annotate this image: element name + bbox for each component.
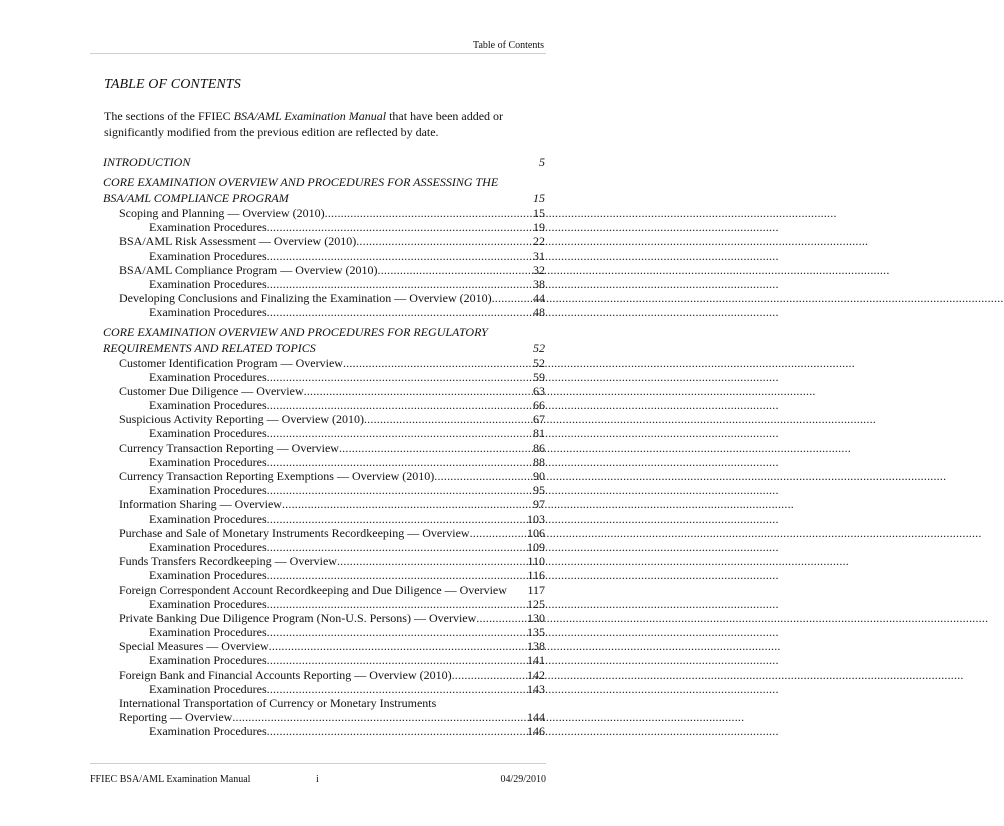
toc-dot-leader xyxy=(492,291,532,305)
toc-dot-leader xyxy=(267,483,532,497)
toc-entry[interactable] xyxy=(103,263,545,277)
toc-entry-title: Special Measures — Overview xyxy=(119,639,269,654)
toc-page-number: 5 xyxy=(539,155,545,169)
toc-page-number: 22 xyxy=(533,234,545,249)
toc-dot-leader xyxy=(232,710,526,724)
page-title: TABLE OF CONTENTS xyxy=(104,77,241,92)
toc-entry[interactable] xyxy=(103,526,545,540)
toc-entry-title: Examination Procedures xyxy=(149,724,267,739)
toc-entry-title: Examination Procedures xyxy=(149,681,267,696)
toc-dot-leader xyxy=(282,497,532,511)
toc-page-number: 141 xyxy=(527,653,545,668)
toc-dot-leader xyxy=(325,206,532,220)
footer-manual-name: FFIEC BSA/AML Examination Manual xyxy=(90,774,251,785)
intro-manual-title: BSA/AML Examination Manual xyxy=(233,109,387,123)
toc-dot-leader xyxy=(356,234,532,248)
toc-page-number: 67 xyxy=(533,412,545,427)
toc-subentry[interactable] xyxy=(103,653,545,667)
toc-dot-leader xyxy=(267,724,526,738)
toc-entry[interactable] xyxy=(103,469,545,483)
toc-entry-title: Examination Procedures xyxy=(149,539,267,554)
toc-entry[interactable] xyxy=(103,554,545,568)
toc-page-number: 19 xyxy=(533,220,545,235)
toc-entry[interactable] xyxy=(103,710,545,724)
toc-dot-leader xyxy=(267,398,532,412)
toc-entry[interactable] xyxy=(103,412,545,426)
toc-entry[interactable] xyxy=(103,497,545,511)
toc-entry-title: Examination Procedures xyxy=(149,305,267,320)
toc-entry-title: Developing Conclusions and Finalizing the Examination — Overview (2010) xyxy=(119,291,492,306)
toc-entry[interactable] xyxy=(103,206,545,220)
toc-entry-title: Examination Procedures xyxy=(149,596,267,611)
toc-page-number: 146 xyxy=(527,724,545,739)
toc-entry-title: Examination Procedures xyxy=(149,568,267,583)
toc-entry-title: Examination Procedures xyxy=(149,511,267,526)
running-header: Table of Contents xyxy=(473,40,544,51)
toc-entry-title: BSA/AML Risk Assessment — Overview (2010) xyxy=(119,234,357,249)
toc-page-number: 15 xyxy=(533,206,545,220)
toc-dot-leader xyxy=(267,625,526,639)
toc-page-number: 31 xyxy=(533,248,545,263)
toc-section-heading[interactable] xyxy=(103,324,545,340)
toc-entry[interactable] xyxy=(103,384,545,398)
toc-entry-title: Examination Procedures xyxy=(149,369,267,384)
toc-entry-title: Currency Transaction Reporting Exemptions — Overview (2010) xyxy=(119,469,435,483)
toc-entry-title: Private Banking Due Diligence Program (Non-U.S. Persons) — Overview xyxy=(119,610,477,625)
toc-dot-leader xyxy=(364,412,532,426)
toc-dot-leader xyxy=(267,682,526,696)
toc-dot-leader xyxy=(339,441,532,455)
toc-page-number: 38 xyxy=(533,276,545,291)
toc-page-number: 117 xyxy=(527,582,545,597)
toc-page-number: 135 xyxy=(527,625,545,640)
toc-entry-title: Foreign Bank and Financial Accounts Reporting — Overview (2010) xyxy=(119,667,452,682)
toc-subentry[interactable] xyxy=(103,625,545,639)
toc-entry-title: Scoping and Planning — Overview (2010) xyxy=(119,206,325,220)
toc-dot-leader xyxy=(343,356,532,370)
toc-dot-leader xyxy=(304,384,532,398)
toc-subentry[interactable] xyxy=(103,305,545,319)
toc-page-number: 90 xyxy=(533,469,545,483)
toc-section-heading[interactable] xyxy=(103,154,545,170)
toc-entry[interactable] xyxy=(103,291,545,305)
toc-entry-title: Reporting — Overview xyxy=(119,710,233,725)
toc-section-heading[interactable] xyxy=(103,190,545,206)
toc-dot-leader xyxy=(337,554,526,568)
toc-dot-leader xyxy=(267,597,526,611)
toc-entry-title: Customer Due Diligence — Overview xyxy=(119,383,304,398)
intro-paragraph xyxy=(104,108,544,140)
table-of-contents xyxy=(103,154,545,739)
toc-entry-title: CORE EXAMINATION OVERVIEW AND PROCEDURES FOR ASSESSING THE xyxy=(103,175,499,189)
footer-rule xyxy=(90,763,546,764)
toc-dot-leader xyxy=(378,263,532,277)
toc-entry-title: CORE EXAMINATION OVERVIEW AND PROCEDURES FOR REGULATORY xyxy=(103,324,488,339)
toc-entry-title: BSA/AML COMPLIANCE PROGRAM xyxy=(103,191,289,205)
toc-entry[interactable] xyxy=(103,441,545,455)
toc-page-number: 103 xyxy=(527,511,545,526)
header-rule xyxy=(90,53,546,54)
toc-dot-leader xyxy=(267,653,526,667)
toc-subentry[interactable] xyxy=(103,277,545,291)
toc-section-heading[interactable] xyxy=(103,174,545,190)
toc-page-number: 44 xyxy=(533,291,545,306)
intro-text-after: that have been added or significantly modified from the previous edition are reflected by date. xyxy=(104,109,504,139)
toc-entry-title: Suspicious Activity Reporting — Overview (2010) xyxy=(119,412,364,427)
toc-entry-title: International Transportation of Currency or Monetary Instruments xyxy=(119,696,437,710)
toc-subentry[interactable] xyxy=(103,597,545,611)
toc-entry-title: REQUIREMENTS AND RELATED TOPICS xyxy=(103,340,316,355)
toc-page-number: 143 xyxy=(527,681,545,696)
toc-subentry[interactable] xyxy=(103,426,545,440)
toc-page-number: 52 xyxy=(533,355,545,370)
toc-entry-title: Information Sharing — Overview xyxy=(119,497,282,512)
toc-subentry[interactable] xyxy=(103,455,545,469)
toc-entry-title: INTRODUCTION xyxy=(103,155,191,169)
toc-page-number: 66 xyxy=(533,398,545,413)
toc-dot-leader xyxy=(470,526,526,540)
footer-date: 04/29/2010 xyxy=(500,774,546,785)
toc-page-number: 142 xyxy=(527,667,545,682)
footer-page-number: i xyxy=(316,774,319,785)
toc-entry[interactable] xyxy=(103,611,545,625)
toc-entry-title: Examination Procedures xyxy=(149,653,267,668)
toc-page-number: 110 xyxy=(527,554,545,569)
toc-subentry[interactable] xyxy=(103,249,545,263)
toc-page-number: 48 xyxy=(533,305,545,320)
toc-subentry[interactable] xyxy=(103,370,545,384)
toc-page-number: 116 xyxy=(527,568,545,583)
toc-dot-leader xyxy=(269,639,526,653)
toc-entry-title: Funds Transfers Recordkeeping — Overview xyxy=(119,554,337,569)
toc-page-number: 138 xyxy=(527,639,545,654)
toc-dot-leader xyxy=(267,568,527,582)
toc-entry[interactable] xyxy=(103,639,545,653)
toc-entry[interactable] xyxy=(103,234,545,248)
toc-page-number: 109 xyxy=(527,539,545,554)
toc-subentry[interactable] xyxy=(103,682,545,696)
toc-page-number: 88 xyxy=(533,454,545,469)
toc-entry-title: Examination Procedures xyxy=(149,625,267,640)
toc-page-number: 59 xyxy=(533,369,545,384)
toc-subentry[interactable] xyxy=(103,568,545,582)
toc-subentry[interactable] xyxy=(103,398,545,412)
toc-page-number: 63 xyxy=(533,383,545,398)
toc-entry-title: Examination Procedures xyxy=(149,248,267,263)
toc-subentry[interactable] xyxy=(103,483,545,497)
toc-entry-title: Purchase and Sale of Monetary Instruments Recordkeeping — Overview xyxy=(119,525,470,540)
toc-dot-leader xyxy=(267,426,532,440)
toc-dot-leader xyxy=(267,540,526,554)
toc-subentry[interactable] xyxy=(103,540,545,554)
toc-page-number: 130 xyxy=(527,610,545,625)
toc-entry-title: Customer Identification Program — Overview xyxy=(119,355,343,370)
toc-page-number: 144 xyxy=(527,710,545,725)
toc-page-number: 125 xyxy=(527,596,545,611)
toc-dot-leader xyxy=(267,455,532,469)
toc-page-number: 95 xyxy=(533,483,545,498)
toc-entry-title: Examination Procedures xyxy=(149,454,267,469)
toc-subentry[interactable] xyxy=(103,724,545,738)
toc-dot-leader xyxy=(434,469,532,483)
toc-page-number: 106 xyxy=(527,525,545,540)
toc-dot-leader xyxy=(267,512,526,526)
toc-entry-title: Examination Procedures xyxy=(149,220,267,235)
toc-dot-leader xyxy=(452,668,526,682)
toc-subentry[interactable] xyxy=(103,220,545,234)
toc-entry[interactable] xyxy=(103,356,545,370)
toc-subentry[interactable] xyxy=(103,512,545,526)
toc-section-heading[interactable] xyxy=(103,340,545,356)
toc-entry[interactable] xyxy=(103,668,545,682)
toc-page-number: 15 xyxy=(533,191,545,205)
toc-page-number: 97 xyxy=(533,497,545,512)
toc-entry-title: Foreign Correspondent Account Recordkeeping and Due Diligence — Overview xyxy=(119,582,507,597)
toc-entry-title: BSA/AML Compliance Program — Overview (2010) xyxy=(119,262,378,277)
toc-page-number: 86 xyxy=(533,440,545,455)
toc-entry[interactable] xyxy=(103,696,545,710)
toc-dot-leader xyxy=(267,220,532,234)
toc-page-number: 32 xyxy=(533,262,545,277)
toc-entry-title: Examination Procedures xyxy=(149,276,267,291)
intro-text-before: The sections of the FFIEC xyxy=(104,109,234,123)
toc-dot-leader xyxy=(267,305,532,319)
toc-page-number: 81 xyxy=(533,426,545,441)
toc-entry[interactable] xyxy=(103,583,545,597)
toc-dot-leader xyxy=(476,611,526,625)
toc-dot-leader xyxy=(267,277,532,291)
toc-entry-title: Examination Procedures xyxy=(149,483,267,498)
toc-entry-title: Currency Transaction Reporting — Overview xyxy=(119,440,339,455)
toc-dot-leader xyxy=(267,249,532,263)
toc-entry-title: Examination Procedures xyxy=(149,426,267,441)
toc-entry-title: Examination Procedures xyxy=(149,398,267,413)
toc-dot-leader xyxy=(267,370,532,384)
toc-page-number: 52 xyxy=(533,340,545,355)
